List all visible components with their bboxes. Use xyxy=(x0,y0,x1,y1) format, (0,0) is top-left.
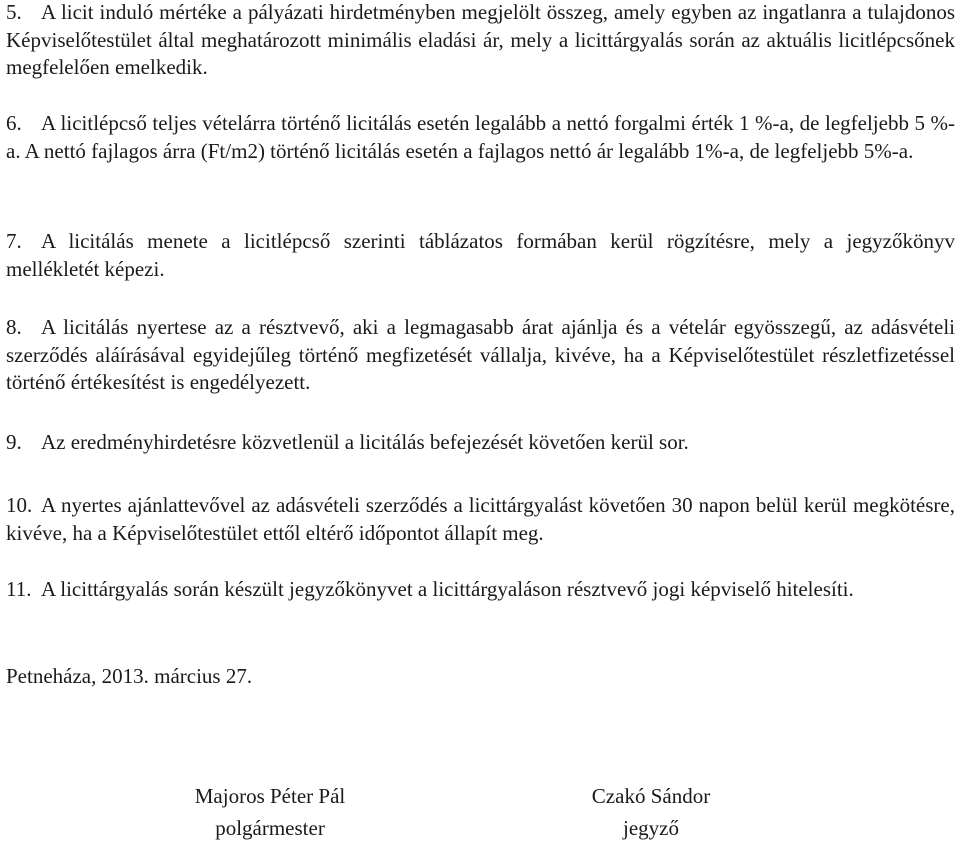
signature-block-notary xyxy=(556,780,746,844)
item-text: A licitlépcső teljes vételárra történő licitálás esetén legalább a nettó forgalmi érték 1 %-a, de legfeljebb 5 %-a. A nettó fajlagos árra (Ft/m2) történő licitálás esetén a fajlagos nettó ár legalább 1%-a, de legfeljebb 5%-a. xyxy=(6,111,955,163)
item-number: 11. xyxy=(6,577,32,601)
signatory-name: Majoros Péter Pál xyxy=(194,784,346,808)
signature-block-mayor xyxy=(165,780,375,844)
item-number: 8. xyxy=(6,315,22,339)
list-item-5 xyxy=(6,0,955,82)
item-text: A licitálás nyertese az a résztvevő, aki a legmagasabb árat ajánlja és a vételár egyösszegű, az adásvételi szerződés aláírásával egyidejűleg történő megfizetését vállalja, kivéve, ha a Képviselőtestület részletfizetéssel történő értékesítést is engedélyezett. xyxy=(6,315,955,394)
list-item-11 xyxy=(6,576,955,604)
item-text: A licit induló mértéke a pályázati hirdetményben megjelölt összeg, amely egyben az ingatlanra a tulajdonos Képviselőtestület által meghatározott minimális eladási ár, mely a licittárgyalás során az aktuális licitlépcsőnek megfelelően emelkedik. xyxy=(6,0,955,79)
list-item-6 xyxy=(6,110,955,165)
item-number: 9. xyxy=(6,430,22,454)
item-number: 10. xyxy=(6,493,33,517)
item-text: A nyertes ajánlattevővel az adásvételi szerződés a licittárgyalást követően 30 napon belül kerül megkötésre, kivéve, ha a Képviselőtestület ettől eltérő időpontot állapít meg. xyxy=(6,493,955,545)
list-item-9 xyxy=(6,429,955,457)
list-item-7 xyxy=(6,228,955,283)
item-text: A licitálás menete a licitlépcső szerinti táblázatos formában kerül rögzítésre, mely a jegyzőkönyv mellékletét képezi. xyxy=(6,229,955,281)
item-number: 5. xyxy=(6,0,22,24)
list-item-8 xyxy=(6,314,955,397)
item-number: 7. xyxy=(6,229,22,253)
signatory-name: Czakó Sándor xyxy=(591,784,711,808)
item-text: A licittárgyalás során készült jegyzőkönyvet a licittárgyaláson résztvevő jogi képviselő hitelesíti. xyxy=(41,577,854,601)
list-item-10 xyxy=(6,492,955,547)
item-number: 6. xyxy=(6,111,22,135)
signatory-role: polgármester xyxy=(215,816,325,840)
date-line: Petneháza, 2013. március 27. xyxy=(6,664,253,688)
item-text: Az eredményhirdetésre közvetlenül a licitálás befejezését követően kerül sor. xyxy=(41,430,689,454)
signatory-role: jegyző xyxy=(623,816,679,840)
